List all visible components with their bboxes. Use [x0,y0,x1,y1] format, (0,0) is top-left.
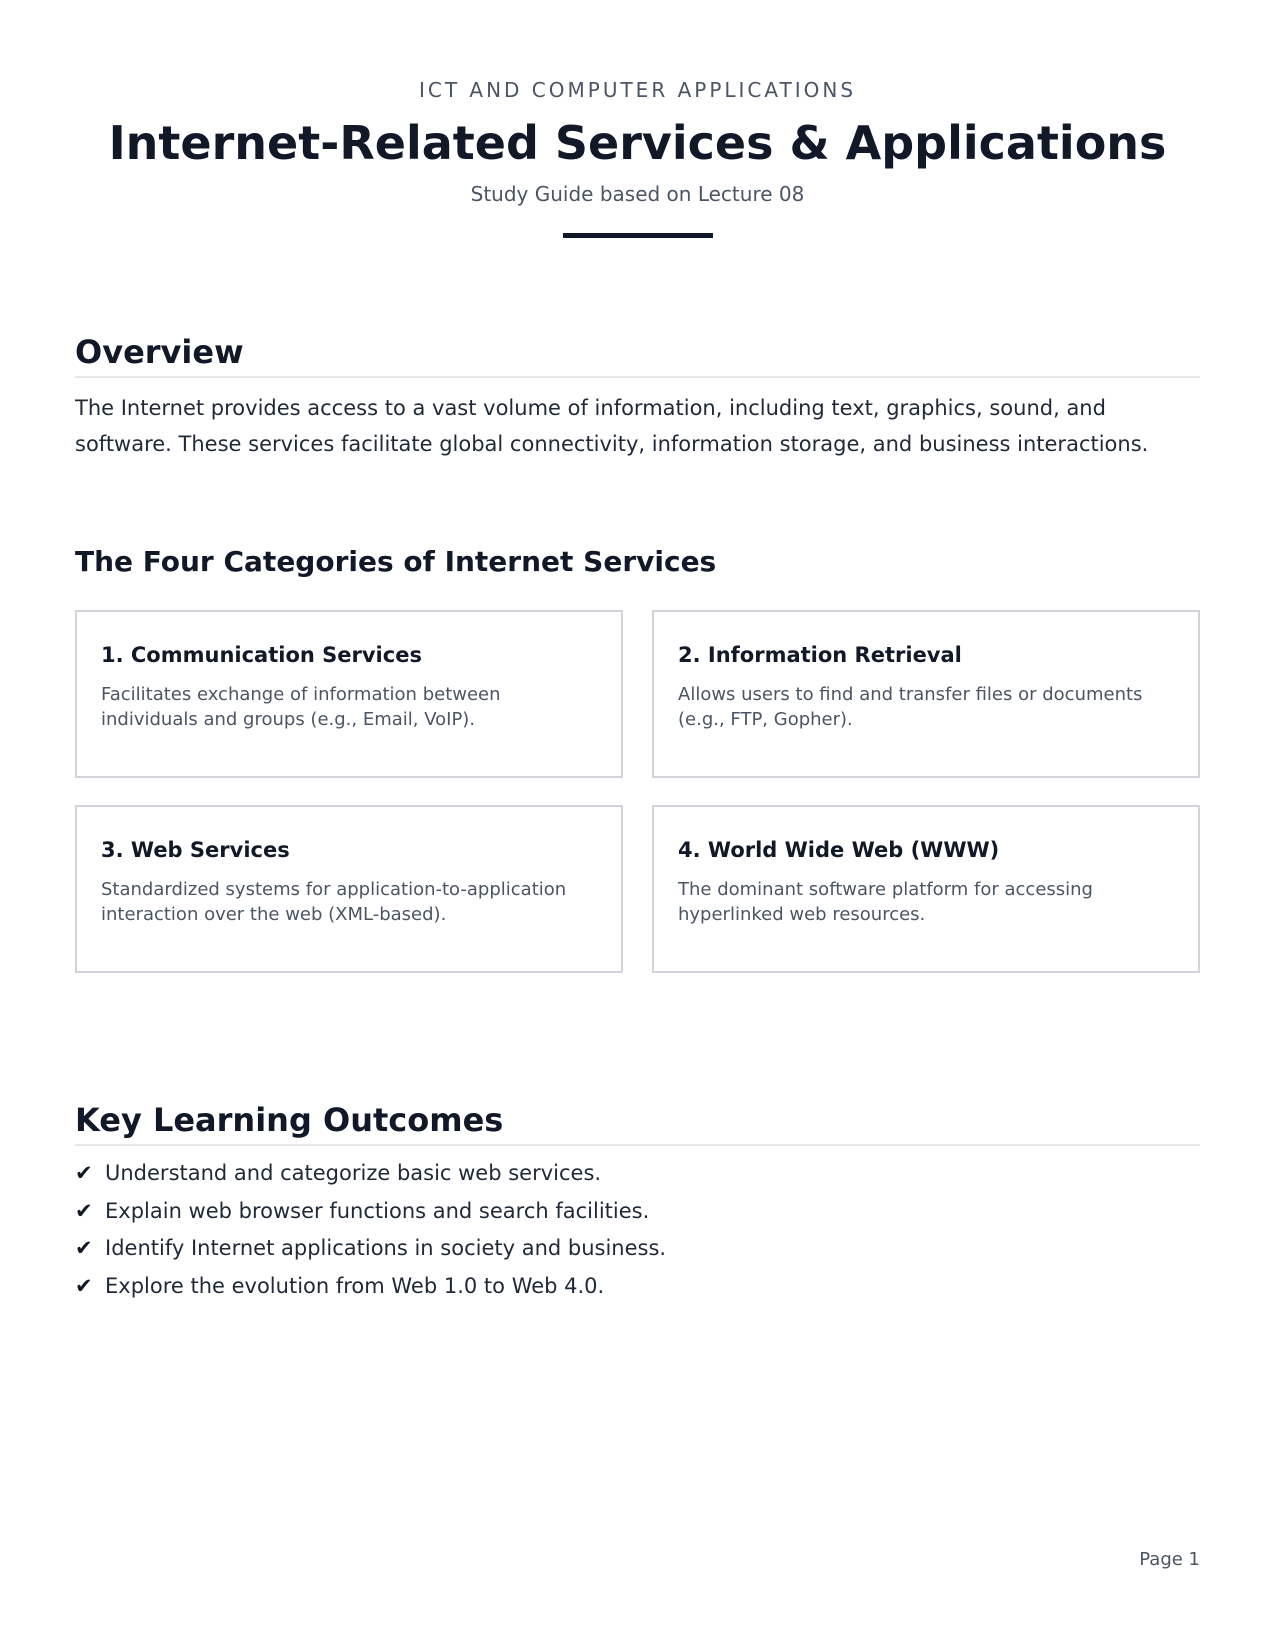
category-card-description: Facilitates exchange of information between individuals and groups (e.g., Email, VoIP). [101,684,501,730]
outcome-text: Explore the evolution from Web 1.0 to Web 4.0. [105,1273,605,1298]
header-divider [563,233,713,238]
category-card-description: Standardized systems for application-to-application interaction over the web (XML-based). [101,879,567,925]
outcome-text: Identify Internet applications in society and business. [105,1236,667,1260]
outcome-text: Explain web browser functions and search facilities. [105,1198,650,1223]
category-card-title: 3. Web Services [101,838,290,862]
page-number: Page 1 [1139,1549,1200,1570]
category-card-web-services [75,805,623,973]
checkmark-icon: ✔ [75,1236,93,1260]
category-card-description: The dominant software platform for accessing hyperlinked web resources. [678,879,1093,925]
checkmark-icon: ✔ [75,1273,93,1298]
checkmark-icon: ✔ [75,1198,93,1223]
category-card-title: 2. Information Retrieval [678,643,962,667]
overview-paragraph: The Internet provides access to a vast volume of information, including text, graphics, sound, and software. These services facilitate global connectivity, information storage, and business interactions. [75,396,1149,456]
outcomes-list [75,1155,1200,1305]
category-card-www [652,805,1200,973]
document-header [75,0,1200,238]
course-eyebrow: ICT AND COMPUTER APPLICATIONS [418,78,857,102]
list-item [75,1155,1200,1193]
page-subtitle: Study Guide based on Lecture 08 [470,182,805,206]
category-card-title: 1. Communication Services [101,643,422,667]
list-item [75,1230,1200,1268]
outcome-text: Understand and categorize basic web services. [105,1161,602,1185]
list-item [75,1268,1200,1306]
page-title: Internet-Related Services & Applications [108,116,1167,170]
document-page [75,0,1200,1650]
category-card-title: 4. World Wide Web (WWW) [678,838,1000,862]
overview-heading: Overview [75,332,1200,378]
category-card-communication [75,610,623,778]
category-card-description: Allows users to find and transfer files or documents (e.g., FTP, Gopher). [678,684,1143,730]
categories-heading: The Four Categories of Internet Services [75,545,717,578]
checkmark-icon: ✔ [75,1161,93,1185]
outcomes-heading: Key Learning Outcomes [75,1100,1200,1146]
list-item [75,1193,1200,1231]
category-card-information-retrieval [652,610,1200,778]
